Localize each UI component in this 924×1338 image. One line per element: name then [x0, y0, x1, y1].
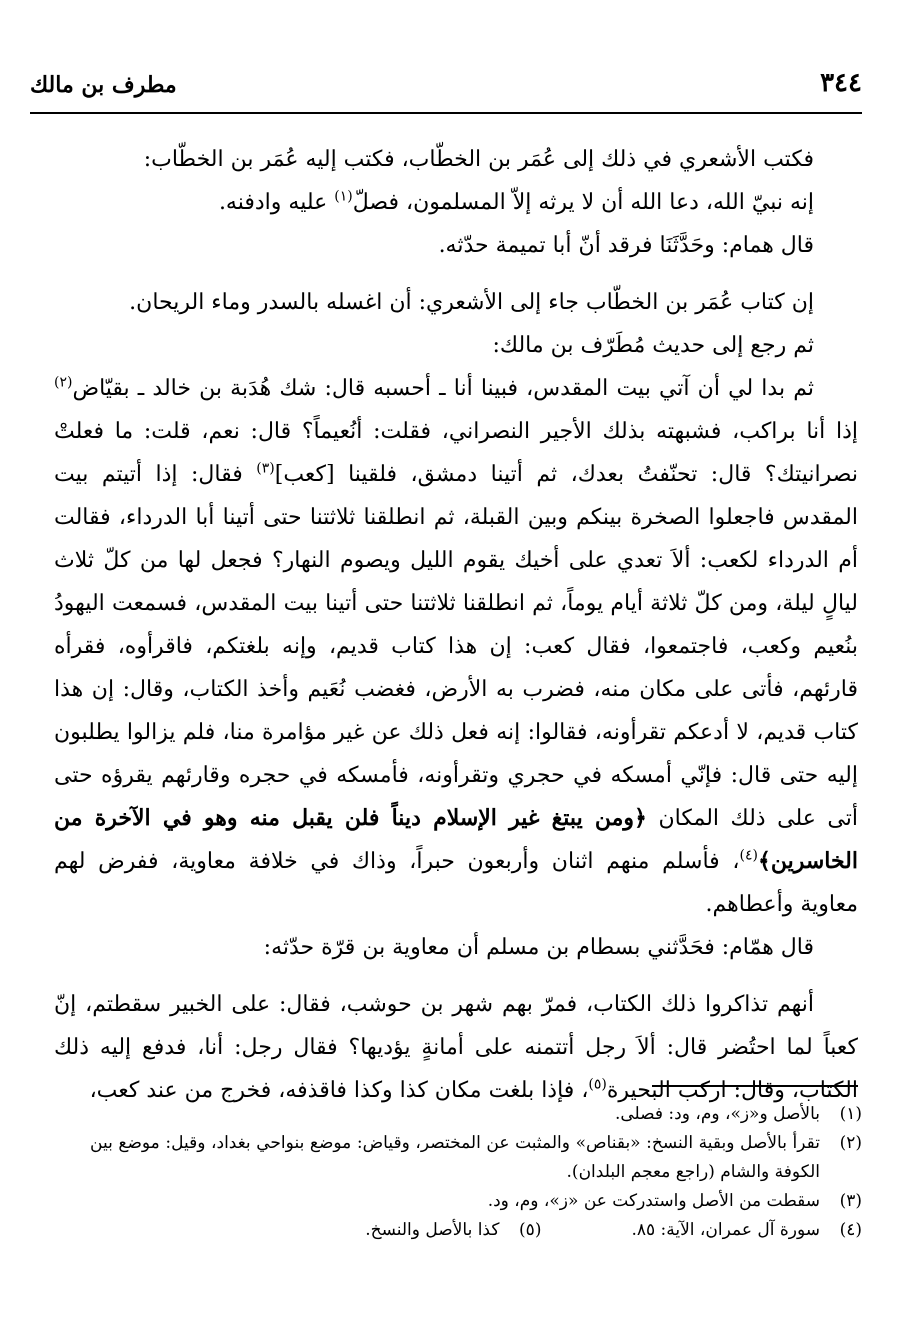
footnote-rule [652, 1085, 858, 1087]
text-run: فكتب الأشعري في ذلك إلى عُمَر بن الخطّاب، فكتب إليه عُمَر بن الخطّاب: [143, 147, 814, 172]
footnote-number: (٢) [839, 1133, 862, 1153]
footnote-ref: (٣) [256, 460, 275, 477]
text-run: قال همّام: فحَدَّثني بسطام بن مسلم أن معاوية بن قرّة حدّثه: [263, 935, 814, 960]
text-run: إذا أنا براكب، فشبهته بذلك الأجير النصراني، فقلت: أنُعيماً؟ قال: نعم، قلت: ما فعلتْ نصرانيتك؟ قال: تحنّفتُ بعدك، ثم أتينا دمشق، فلقينا [كعب] [54, 419, 858, 487]
main-text [54, 138, 858, 1112]
paragraph [54, 281, 858, 324]
footnote-text: سورة آل عمران، الآية: ٨٥. [631, 1220, 820, 1240]
header-rule [30, 112, 862, 114]
running-title: مطرف بن مالك [30, 72, 177, 98]
paragraph [54, 926, 858, 969]
text-run: فقال: إذا أتيتم بيت المقدس فاجعلوا الصخرة بينكم وبين القبلة، ثم انطلقنا ثلاثتنا حتى أتينا أبا الدرداء، فقالت أم الدرداء لكعب: ألاَ تعدي على أخيك يقوم الليل ويصوم النهار؟ فجعل لها من كلّ ثلاث ليالٍ ليلة، ومن كلّ ثلاثة أيام يوماً، ثم انطلقنا ثلاثتنا حتى أتينا بيت المقدس، فسمعت اليهودُ بنُعيم وكعب، فاجتمعوا، فقال كعب: إن هذا كتاب قديم، وإنه بلغتكم، فاقرأوه، فقرأه قارئهم، فأتى على مكان منه، فضرب به الأرض، فغضب نُعَيم وأخذ الكتاب، وقال: إن هذا كتاب قديم، لا أدعكم تقرأونه، فقالوا: إنه فعل ذلك عن غير مؤامرة منا، فلم يزالوا يطلبون إليه حتى قال: فإنّي أمسكه في حجري وتقرأونه، فأمسكه في حجره وقارئهم يقرؤه حتى أتى على ذلك المكان [54, 462, 858, 831]
footnote-ref: (١) [334, 188, 353, 205]
text-run: ثم رجع إلى حديث مُطَرّف بن مالك: [492, 333, 814, 358]
footnote-number: (٤) [839, 1220, 862, 1240]
text-run: قال همام: وحَدَّثَنَا فرقد أنّ أبا تميمة حدّثه. [438, 233, 814, 258]
text-run: ثم بدا لي أن آتي بيت المقدس، فبينا أنا ـ أحسبه قال: شك هُدَبة بن خالد ـ بقيّاض [72, 376, 814, 401]
text-run: أنهم تذاكروا ذلك الكتاب، فمرّ بهم شهر بن حوشب، فقال: على الخبير سقطتم، إنّ كعباً لما احتُضر قال: ألاَ رجل أتتمنه على أمانةٍ يؤديها؟ فقال رجل: أنا، فدفع إليه ذلك الكتاب، وقال: اركب البحيرة [54, 992, 858, 1103]
text-run: ، فإذا بلغت مكان كذا وكذا فاقذفه، فخرج من عند كعب، [89, 1078, 589, 1103]
footnote-number: (١) [839, 1104, 862, 1124]
footnote-ref: (٥) [588, 1076, 607, 1093]
footnotes [90, 1100, 862, 1245]
page-header [30, 62, 862, 106]
footnote-row [90, 1216, 862, 1245]
footnote-text: بالأصل و«ز»، وم، ود: فصلى. [614, 1104, 820, 1124]
quran-verse: ﴿ومن يبتغ غير الإسلام ديناً فلن يقبل منه وهو في الآخرة من الخاسرين﴾ [54, 805, 858, 874]
text-run: ، فأسلم منهم اثنان وأربعون حبراً، وذاك في خلافة معاوية، ففرض لهم معاوية وأعطاهم. [54, 849, 858, 917]
paragraph [54, 324, 858, 367]
footnote [631, 1216, 862, 1245]
footnote [90, 1129, 862, 1187]
footnote-text: كذا بالأصل والنسخ. [365, 1220, 500, 1240]
footnote-text: سقطت من الأصل واستدركت عن «ز»، وم، ود. [487, 1191, 820, 1211]
footnote [90, 1187, 862, 1216]
paragraph [54, 367, 858, 926]
paragraph [54, 224, 858, 267]
footnote-text: تقرأ بالأصل وبقية النسخ: «بقناص» والمثبت عن المختصر، وقياض: موضع بنواحي بغداد، وقيل: موضع بين الكوفة والشام (راجع معجم البلدان). [90, 1133, 820, 1182]
footnote [365, 1216, 541, 1245]
footnote [90, 1100, 862, 1129]
footnote-ref: (٢) [54, 374, 73, 391]
text-run: إن كتاب عُمَر بن الخطّاب جاء إلى الأشعري: أن اغسله بالسدر وماء الريحان. [129, 290, 814, 315]
page-number: ٣٤٤ [820, 68, 862, 98]
footnote-ref: (٤) [739, 847, 758, 864]
footnote-number: (٣) [839, 1191, 862, 1211]
text-run: إنه نبيّ الله، دعا الله أن لا يرثه إلاّ المسلمون، فصلّ [352, 190, 814, 215]
footnote-number: (٥) [519, 1220, 542, 1240]
text-run: عليه وادفنه. [218, 190, 335, 215]
paragraph [54, 181, 858, 224]
paragraph [54, 138, 858, 181]
paragraph [54, 983, 858, 1112]
